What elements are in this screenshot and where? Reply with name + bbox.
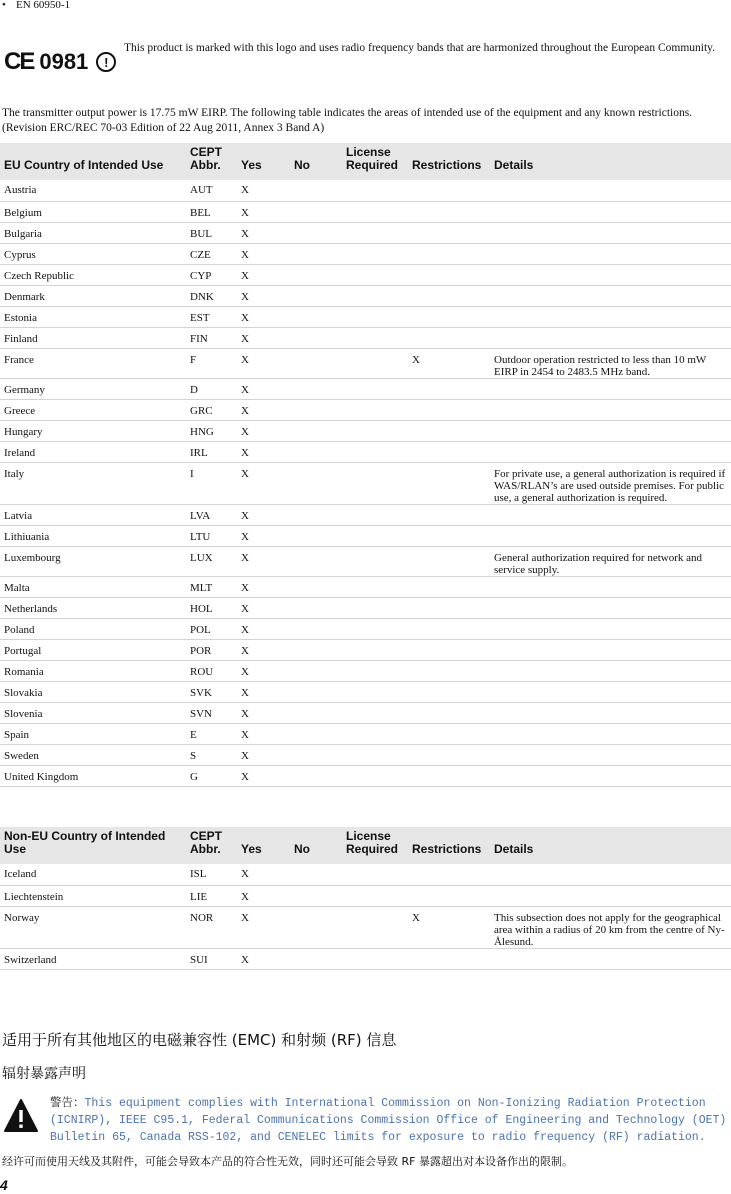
- cell-no: [290, 576, 342, 597]
- cell-restrictions: [408, 546, 490, 576]
- cell-license-required: [342, 765, 408, 786]
- cell-restrictions: [408, 765, 490, 786]
- column-header-cept-abbr: CEPT Abbr.: [186, 827, 237, 864]
- table-row: [0, 765, 731, 786]
- cell-no: [290, 462, 342, 504]
- cell-country: Netherlands: [0, 597, 186, 618]
- cell-license-required: [342, 597, 408, 618]
- column-header-no: No: [290, 827, 342, 864]
- cell-cept-abbr: SUI: [186, 948, 237, 969]
- cell-no: [290, 885, 342, 906]
- cell-license-required: [342, 576, 408, 597]
- cell-license-required: [342, 723, 408, 744]
- cell-restrictions: [408, 576, 490, 597]
- cell-details: [490, 222, 731, 243]
- cell-details: [490, 378, 731, 399]
- cell-yes: X: [237, 222, 290, 243]
- cell-restrictions: [408, 180, 490, 201]
- cell-license-required: [342, 885, 408, 906]
- cell-cept-abbr: AUT: [186, 180, 237, 201]
- cell-license-required: [342, 864, 408, 885]
- cell-cept-abbr: SVN: [186, 702, 237, 723]
- cell-license-required: [342, 639, 408, 660]
- cell-no: [290, 525, 342, 546]
- cell-cept-abbr: HOL: [186, 597, 237, 618]
- cell-yes: X: [237, 576, 290, 597]
- cell-no: [290, 906, 342, 948]
- table-row: [0, 618, 731, 639]
- cell-restrictions: [408, 222, 490, 243]
- cell-no: [290, 546, 342, 576]
- cell-yes: X: [237, 744, 290, 765]
- cell-cept-abbr: SVK: [186, 681, 237, 702]
- standard-bullet: [2, 0, 70, 12]
- cell-restrictions: X: [408, 348, 490, 378]
- column-header-country: Non-EU Country of Intended Use: [0, 827, 186, 864]
- table-row: [0, 222, 731, 243]
- cell-details: [490, 597, 731, 618]
- cell-license-required: [342, 744, 408, 765]
- page-number: 4: [0, 1177, 8, 1193]
- column-header-restrictions: Restrictions: [408, 143, 490, 180]
- column-header-country: EU Country of Intended Use: [0, 143, 186, 180]
- cell-yes: X: [237, 885, 290, 906]
- cell-country: Austria: [0, 180, 186, 201]
- cell-details: [490, 306, 731, 327]
- cell-yes: X: [237, 180, 290, 201]
- cell-no: [290, 504, 342, 525]
- cell-cept-abbr: ISL: [186, 864, 237, 885]
- table-row: [0, 378, 731, 399]
- cell-country: Lithiuania: [0, 525, 186, 546]
- cell-country: Portugal: [0, 639, 186, 660]
- ce-mark-icon: CE: [4, 48, 34, 75]
- cell-restrictions: [408, 201, 490, 222]
- column-header-cept-abbr: CEPT Abbr.: [186, 143, 237, 180]
- cell-yes: X: [237, 681, 290, 702]
- table-row: [0, 681, 731, 702]
- cell-cept-abbr: LTU: [186, 525, 237, 546]
- cell-cept-abbr: DNK: [186, 285, 237, 306]
- cell-details: Outdoor operation restricted to less than 10 mW EIRP in 2454 to 2483.5 MHz band.: [490, 348, 731, 378]
- cell-cept-abbr: HNG: [186, 420, 237, 441]
- cell-details: [490, 420, 731, 441]
- table-row: [0, 744, 731, 765]
- cell-restrictions: [408, 681, 490, 702]
- cell-cept-abbr: CYP: [186, 264, 237, 285]
- standard-name: EN 60950-1: [16, 0, 71, 11]
- cell-yes: X: [237, 639, 290, 660]
- cell-cept-abbr: F: [186, 348, 237, 378]
- cell-yes: X: [237, 462, 290, 504]
- table-row: [0, 306, 731, 327]
- cell-yes: X: [237, 546, 290, 576]
- cell-license-required: [342, 948, 408, 969]
- cell-yes: X: [237, 348, 290, 378]
- cell-no: [290, 441, 342, 462]
- table-row: [0, 660, 731, 681]
- cell-restrictions: [408, 243, 490, 264]
- cell-country: Switzerland: [0, 948, 186, 969]
- cell-no: [290, 222, 342, 243]
- cell-no: [290, 399, 342, 420]
- cell-details: [490, 702, 731, 723]
- cell-details: [490, 201, 731, 222]
- cell-country: Poland: [0, 618, 186, 639]
- cell-details: [490, 618, 731, 639]
- table-row: [0, 597, 731, 618]
- cell-country: France: [0, 348, 186, 378]
- table-row: [0, 702, 731, 723]
- cell-cept-abbr: LUX: [186, 546, 237, 576]
- cell-details: [490, 948, 731, 969]
- cell-yes: X: [237, 906, 290, 948]
- cell-country: Belgium: [0, 201, 186, 222]
- cell-yes: X: [237, 306, 290, 327]
- table-row: [0, 399, 731, 420]
- table-row: [0, 243, 731, 264]
- cell-license-required: [342, 285, 408, 306]
- cell-license-required: [342, 906, 408, 948]
- cell-no: [290, 285, 342, 306]
- cell-country: Germany: [0, 378, 186, 399]
- cell-country: Latvia: [0, 504, 186, 525]
- cell-restrictions: [408, 639, 490, 660]
- cell-license-required: [342, 660, 408, 681]
- cell-country: Romania: [0, 660, 186, 681]
- warning-label: 警告：: [50, 1095, 85, 1109]
- cell-restrictions: [408, 264, 490, 285]
- cell-restrictions: [408, 285, 490, 306]
- cell-no: [290, 744, 342, 765]
- cell-yes: X: [237, 597, 290, 618]
- cell-cept-abbr: LIE: [186, 885, 237, 906]
- table-row: [0, 885, 731, 906]
- cell-details: [490, 660, 731, 681]
- cell-yes: X: [237, 378, 290, 399]
- notified-body-number: 0981: [39, 49, 89, 74]
- cell-license-required: [342, 546, 408, 576]
- ce-statement: This product is marked with this logo and uses radio frequency bands that are harmonized throughout the European Community.: [124, 42, 716, 54]
- table-row: [0, 504, 731, 525]
- cell-no: [290, 597, 342, 618]
- cell-cept-abbr: S: [186, 744, 237, 765]
- cell-no: [290, 180, 342, 201]
- cell-yes: X: [237, 201, 290, 222]
- table-row: [0, 462, 731, 504]
- cell-no: [290, 420, 342, 441]
- cell-no: [290, 948, 342, 969]
- eu-country-table: [0, 143, 731, 787]
- cell-details: [490, 504, 731, 525]
- rf-exposure-warning: [50, 1094, 730, 1146]
- cell-restrictions: [408, 525, 490, 546]
- cell-cept-abbr: ROU: [186, 660, 237, 681]
- cell-country: Hungary: [0, 420, 186, 441]
- ce-logo: [4, 44, 120, 80]
- cell-no: [290, 723, 342, 744]
- table-row: [0, 906, 731, 948]
- warning-triangle-icon: [3, 1098, 39, 1134]
- cell-cept-abbr: LVA: [186, 504, 237, 525]
- table-row: [0, 285, 731, 306]
- cell-no: [290, 306, 342, 327]
- cell-country: Finland: [0, 327, 186, 348]
- cell-no: [290, 765, 342, 786]
- cell-license-required: [342, 348, 408, 378]
- column-header-no: No: [290, 143, 342, 180]
- cell-country: Slovakia: [0, 681, 186, 702]
- cell-details: [490, 525, 731, 546]
- cell-no: [290, 243, 342, 264]
- cell-restrictions: [408, 723, 490, 744]
- cell-restrictions: [408, 864, 490, 885]
- cell-no: [290, 702, 342, 723]
- column-header-restrictions: Restrictions: [408, 827, 490, 864]
- table-row: [0, 201, 731, 222]
- cell-yes: X: [237, 660, 290, 681]
- cell-details: [490, 285, 731, 306]
- cell-yes: X: [237, 441, 290, 462]
- cell-license-required: [342, 306, 408, 327]
- cell-yes: X: [237, 948, 290, 969]
- cell-restrictions: [408, 327, 490, 348]
- cell-no: [290, 201, 342, 222]
- cell-cept-abbr: FIN: [186, 327, 237, 348]
- cell-yes: X: [237, 723, 290, 744]
- column-header-yes: Yes: [237, 827, 290, 864]
- table-row: [0, 546, 731, 576]
- cell-yes: X: [237, 864, 290, 885]
- table-header-row: [0, 827, 731, 864]
- cell-restrictions: [408, 399, 490, 420]
- cell-no: [290, 864, 342, 885]
- cell-restrictions: [408, 744, 490, 765]
- cell-restrictions: [408, 948, 490, 969]
- cell-no: [290, 618, 342, 639]
- antenna-compliance-note: 经许可而使用天线及其附件，可能会导致本产品的符合性无效，同时还可能会导致 RF 暴露超出对本设备作出的限制。: [2, 1155, 573, 1168]
- cell-country: Bulgaria: [0, 222, 186, 243]
- cell-license-required: [342, 264, 408, 285]
- cell-restrictions: [408, 660, 490, 681]
- cell-country: Estonia: [0, 306, 186, 327]
- cell-country: Greece: [0, 399, 186, 420]
- cell-yes: X: [237, 243, 290, 264]
- column-header-yes: Yes: [237, 143, 290, 180]
- table-row: [0, 264, 731, 285]
- cell-license-required: [342, 327, 408, 348]
- cell-country: Luxembourg: [0, 546, 186, 576]
- cell-yes: X: [237, 327, 290, 348]
- cell-license-required: [342, 525, 408, 546]
- cell-cept-abbr: GRC: [186, 399, 237, 420]
- table-row: [0, 576, 731, 597]
- cell-restrictions: [408, 462, 490, 504]
- warning-body: This equipment complies with International Commission on Non-Ionizing Radiation Protection (ICNIRP), IEEE C95.1, Federal Communications Commission Office of Engineering and Technology (OET) Bulletin 65, Canada RSS-102, and CENELEC limits for exposure to radio frequency (RF) radiation.: [50, 1097, 727, 1144]
- cell-details: [490, 243, 731, 264]
- cell-country: Liechtenstein: [0, 885, 186, 906]
- cell-cept-abbr: EST: [186, 306, 237, 327]
- cell-yes: X: [237, 618, 290, 639]
- cell-country: Norway: [0, 906, 186, 948]
- cell-details: [490, 765, 731, 786]
- cell-country: Spain: [0, 723, 186, 744]
- cell-yes: X: [237, 702, 290, 723]
- cell-details: [490, 744, 731, 765]
- cell-restrictions: [408, 420, 490, 441]
- emc-rf-section-title: 适用于所有其他地区的电磁兼容性 (EMC) 和射频 (RF) 信息: [2, 1031, 397, 1049]
- cell-details: [490, 264, 731, 285]
- cell-restrictions: X: [408, 906, 490, 948]
- table-row: [0, 525, 731, 546]
- cell-yes: X: [237, 765, 290, 786]
- non-eu-country-table: [0, 827, 731, 970]
- cell-no: [290, 327, 342, 348]
- cell-cept-abbr: POL: [186, 618, 237, 639]
- column-header-details: Details: [490, 827, 731, 864]
- cell-details: [490, 327, 731, 348]
- cell-yes: X: [237, 264, 290, 285]
- cell-country: Sweden: [0, 744, 186, 765]
- intro-paragraph: The transmitter output power is 17.75 mW EIRP. The following table indicates the areas of intended use of the equipment and any known restrictions. (Revision ERC/REC 70-03 Edition of 22 Aug 2011, Annex 3 Band A): [2, 107, 693, 134]
- cell-cept-abbr: BUL: [186, 222, 237, 243]
- cell-cept-abbr: CZE: [186, 243, 237, 264]
- cell-no: [290, 378, 342, 399]
- column-header-details: Details: [490, 143, 731, 180]
- table-row: [0, 723, 731, 744]
- cell-country: United Kingdom: [0, 765, 186, 786]
- cell-yes: X: [237, 399, 290, 420]
- cell-restrictions: [408, 306, 490, 327]
- cell-license-required: [342, 681, 408, 702]
- cell-cept-abbr: G: [186, 765, 237, 786]
- table-row: [0, 948, 731, 969]
- cell-license-required: [342, 378, 408, 399]
- cell-no: [290, 348, 342, 378]
- cell-cept-abbr: NOR: [186, 906, 237, 948]
- cell-country: Malta: [0, 576, 186, 597]
- table-header-row: [0, 143, 731, 180]
- cell-license-required: [342, 618, 408, 639]
- table-row: [0, 864, 731, 885]
- cell-restrictions: [408, 702, 490, 723]
- cell-cept-abbr: D: [186, 378, 237, 399]
- bullet-glyph: •: [2, 0, 6, 11]
- cell-cept-abbr: IRL: [186, 441, 237, 462]
- alert-circle-icon: !: [96, 52, 116, 72]
- cell-license-required: [342, 399, 408, 420]
- cell-license-required: [342, 702, 408, 723]
- cell-restrictions: [408, 597, 490, 618]
- cell-license-required: [342, 504, 408, 525]
- cell-details: [490, 576, 731, 597]
- column-header-license-required: License Required: [342, 827, 408, 864]
- cell-details: [490, 180, 731, 201]
- cell-country: Denmark: [0, 285, 186, 306]
- cell-cept-abbr: I: [186, 462, 237, 504]
- cell-license-required: [342, 243, 408, 264]
- table-row: [0, 420, 731, 441]
- cell-details: [490, 723, 731, 744]
- cell-restrictions: [408, 378, 490, 399]
- table-row: [0, 327, 731, 348]
- cell-restrictions: [408, 441, 490, 462]
- column-header-license-required: License Required: [342, 143, 408, 180]
- cell-cept-abbr: MLT: [186, 576, 237, 597]
- cell-license-required: [342, 420, 408, 441]
- cell-country: Czech Republic: [0, 264, 186, 285]
- cell-yes: X: [237, 504, 290, 525]
- table-row: [0, 441, 731, 462]
- table-row: [0, 639, 731, 660]
- cell-no: [290, 639, 342, 660]
- radiation-exposure-heading: 辐射暴露声明: [2, 1066, 86, 1082]
- cell-license-required: [342, 222, 408, 243]
- cell-yes: X: [237, 525, 290, 546]
- cell-details: [490, 399, 731, 420]
- cell-no: [290, 681, 342, 702]
- cell-yes: X: [237, 420, 290, 441]
- cell-details: [490, 885, 731, 906]
- cell-restrictions: [408, 504, 490, 525]
- cell-cept-abbr: E: [186, 723, 237, 744]
- cell-details: This subsection does not apply for the geographical area within a radius of 20 km from the centre of Ny-Ålesund.: [490, 906, 731, 948]
- cell-license-required: [342, 180, 408, 201]
- cell-details: For private use, a general authorization is required if WAS/RLAN’s are used outside premises. For public use, a general authorization is required.: [490, 462, 731, 504]
- cell-no: [290, 264, 342, 285]
- cell-cept-abbr: POR: [186, 639, 237, 660]
- cell-license-required: [342, 441, 408, 462]
- cell-country: Cyprus: [0, 243, 186, 264]
- table-row: [0, 180, 731, 201]
- cell-details: General authorization required for network and service supply.: [490, 546, 731, 576]
- cell-restrictions: [408, 618, 490, 639]
- cell-details: [490, 864, 731, 885]
- cell-no: [290, 660, 342, 681]
- table-row: [0, 348, 731, 378]
- cell-license-required: [342, 201, 408, 222]
- cell-details: [490, 639, 731, 660]
- cell-license-required: [342, 462, 408, 504]
- cell-details: [490, 681, 731, 702]
- cell-cept-abbr: BEL: [186, 201, 237, 222]
- cell-country: Ireland: [0, 441, 186, 462]
- cell-country: Italy: [0, 462, 186, 504]
- cell-country: Iceland: [0, 864, 186, 885]
- cell-yes: X: [237, 285, 290, 306]
- cell-restrictions: [408, 885, 490, 906]
- cell-details: [490, 441, 731, 462]
- cell-country: Slovenia: [0, 702, 186, 723]
